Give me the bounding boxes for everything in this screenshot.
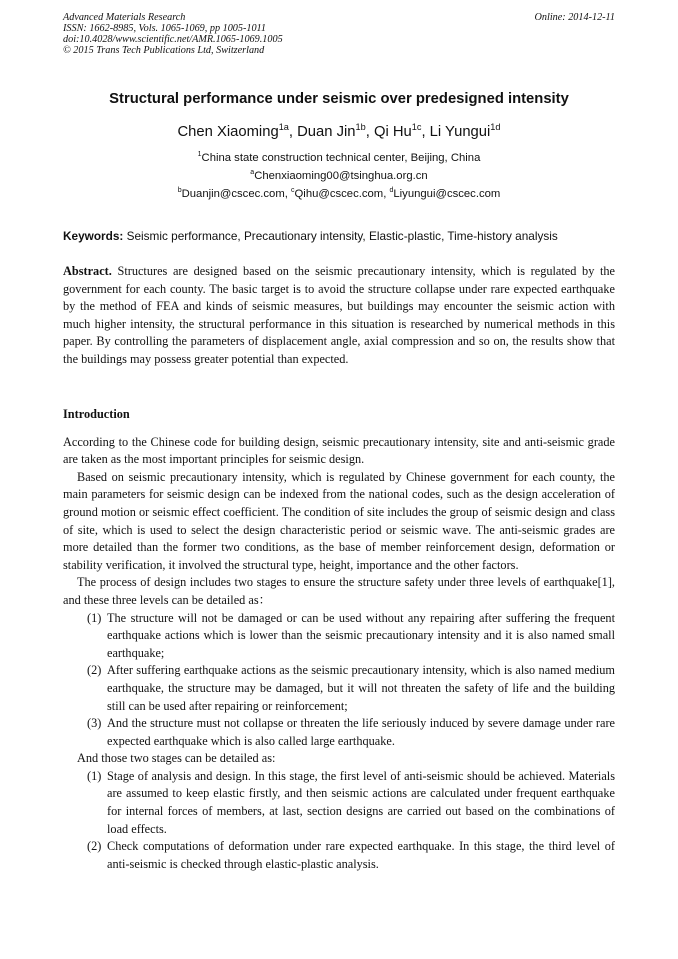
affiliation-sup: 1 (197, 151, 202, 159)
list-number: (1) (87, 610, 102, 625)
list-text: Stage of analysis and design. In this stage, the first level of anti-seismic should be achieved. Materials are assumed to keep elastic firstly, and then seismic actions are calculated under frequent earthquake for internal forces of members, at last, section designs are carried out based on the combinations of load effects. (107, 768, 615, 836)
email-sup: c (291, 187, 295, 195)
author-sup: 1d (490, 122, 501, 133)
list-text: Check computations of deformation under rare expected earthquake. In this stage, the third level of anti-seismic is checked through elastic-plastic analysis. (107, 839, 615, 871)
affiliation-text: China state construction technical center, Beijing, China (201, 152, 481, 164)
email-line-2 (0, 188, 678, 200)
list-text: After suffering earthquake actions as the seismic precautionary intensity, which is also named medium earthquake, the structure may be damaged, but it will not threaten the safety of life and the building still can be used after repairing or reinforcement; (107, 663, 615, 713)
abstract-text: Structures are designed based on the seismic precautionary intensity, which is regulated by the government for each county. The basic target is to avoid the structure collapse under rare expected earthquake by the method of FEA and kinds of seismic measures, but buildings may encounter the seismic action with much higher intensity, the structural performance in this situation is researched by numerical methods in this paper. By controlling the parameters of displacement angle, axial compression and so on, the results show that the buildings may possess greater potential than expected. (63, 264, 615, 366)
paragraph: The process of design includes two stages to ensure the structure safety under three levels of earthquake[1], and these three levels can be detailed as： (63, 575, 615, 607)
keywords-text: Seismic performance, Precautionary intensity, Elastic-plastic, Time-history analysis (123, 229, 558, 243)
list-item (63, 610, 615, 663)
issn-line: ISSN: 1662-8985, Vols. 1065-1069, pp 1005-1011 (63, 23, 266, 34)
paper-title: Structural performance under seismic over predesigned intensity (109, 91, 569, 107)
author-sep: , (288, 124, 298, 140)
author-name: Duan Jin (297, 124, 356, 140)
list-text: The structure will not be damaged or can be used without any repairing after suffering the frequent earthquake actions which is lower than the seismic precautionary intensity and it is also named small earthquake; (107, 610, 615, 660)
email-sup: b (177, 187, 182, 195)
doi-line: doi:10.4028/www.scientific.net/AMR.1065-1069.1005 (63, 34, 283, 45)
paragraph: Based on seismic precautionary intensity, which is regulated by Chinese government for each county, the main parameters for seismic design can be indexed from the national codes, such as the design acceleration of ground motion or seismic effect coefficient. The condition of site includes the group of seismic design and class of site, which is used to select the design characteristic period or seismic wave. The anti-seismic grades are more detailed than the former two conditions, as the base of member reinforcement design, deformation or stability verification, it involved the structural type, height, importance and the other factors. (63, 469, 615, 572)
abstract-label: Abstract. (63, 264, 112, 278)
journal-name: Advanced Materials Research (63, 12, 186, 23)
author-sup: 1c (411, 122, 422, 133)
online-date: Online: 2014-12-11 (534, 12, 615, 23)
section-heading: Introduction (63, 407, 130, 421)
author-list (0, 124, 678, 140)
email-sup: a (250, 169, 255, 177)
author-name: Chen Xiaoming (177, 124, 279, 140)
paragraph: According to the Chinese code for building design, seismic precautionary intensity, site and anti-seismic grade are taken as the most important principles for seismic design. (63, 434, 615, 467)
abstract (63, 263, 615, 369)
keywords-label: Keywords: (63, 229, 124, 243)
list-item (63, 662, 615, 715)
page-header (63, 12, 615, 56)
paragraph: And those two stages can be detailed as: (77, 751, 276, 766)
list-item (63, 768, 615, 838)
list-number: (1) (87, 768, 102, 783)
email-d: Liyungui@cscec.com (393, 188, 501, 200)
introduction-section (63, 406, 615, 873)
author-sep: , (365, 124, 374, 140)
list-number: (2) (87, 663, 102, 678)
copyright-line: © 2015 Trans Tech Publications Ltd, Switzerland (63, 45, 265, 56)
email-b: Duanjin@cscec.com, (181, 188, 292, 200)
list-item (63, 715, 615, 750)
author-sup: 1a (278, 122, 289, 133)
keywords (63, 229, 615, 243)
author-name: Li Yungui (429, 124, 491, 140)
author-name: Qi Hu (373, 124, 412, 140)
author-sup: 1b (355, 122, 366, 133)
affiliation (0, 152, 678, 164)
list-item (63, 838, 615, 873)
author-sep: , (421, 124, 430, 140)
list-number: (3) (87, 716, 102, 731)
list-text: And the structure must not collapse or threaten the life seriously induced by severe damage under rare expected earthquake which is also called large earthquake. (107, 716, 615, 748)
email-c: Qihu@cscec.com, (294, 188, 390, 200)
email-line-1 (0, 170, 678, 182)
email-a: Chenxiaoming00@tsinghua.org.cn (254, 170, 428, 182)
email-sup: d (389, 187, 394, 195)
list-number: (2) (87, 839, 102, 854)
